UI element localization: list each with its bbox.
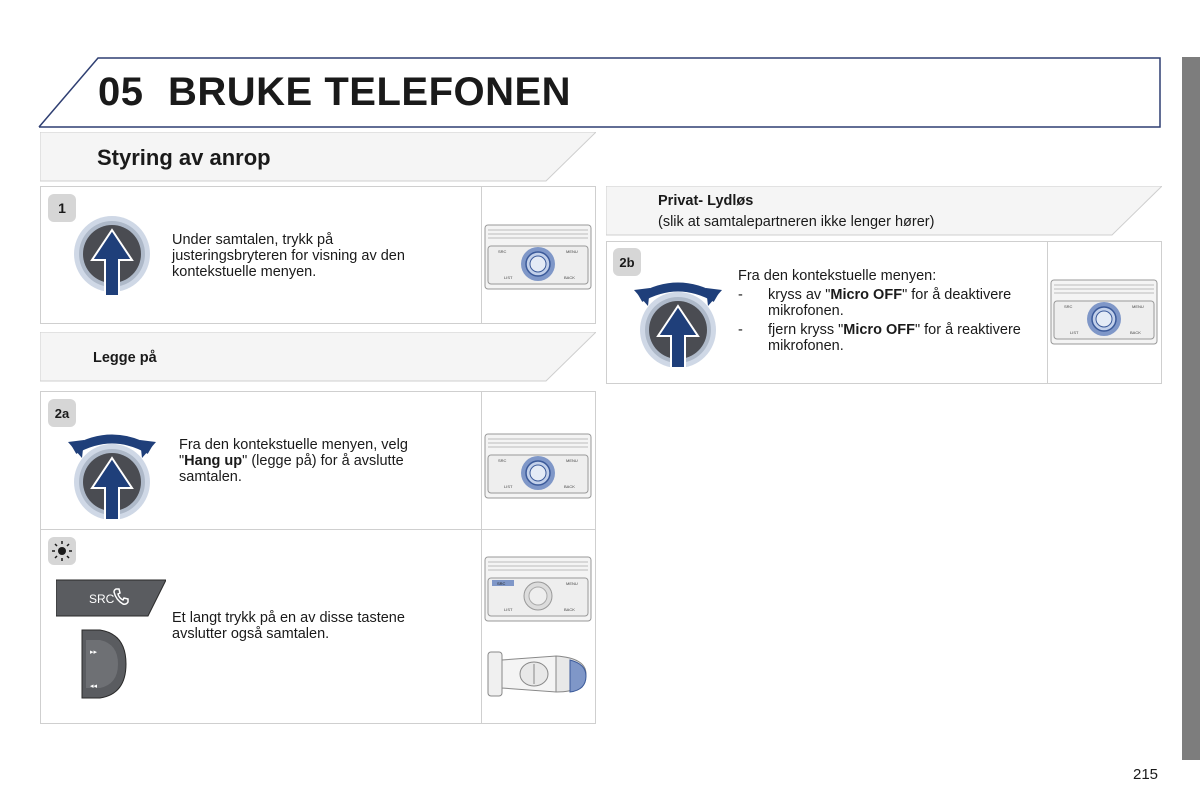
svg-text:◂◂: ◂◂: [90, 683, 98, 690]
radio-list-label: LIST: [504, 484, 513, 489]
chapter-title: BRUKE TELEFONEN: [168, 70, 572, 114]
radio-list-label: LIST: [1070, 330, 1079, 335]
svg-text:2a: 2a: [54, 406, 70, 421]
chapter-side-tab: [1182, 57, 1200, 760]
svg-text:1: 1: [58, 200, 66, 216]
radio-panel-illustration: [484, 433, 592, 499]
radio-menu-label: MENU: [566, 249, 578, 254]
radio-panel-illustration: [1050, 279, 1158, 345]
list-item: - fjern kryss "Micro OFF" for å reaktivere mikrofonen.: [738, 322, 1021, 354]
step-2b-options: [738, 287, 1038, 354]
list-item: - kryss av "Micro OFF" for å deaktivere mikrofonen.: [738, 287, 1012, 319]
step-2b-text: [738, 268, 1038, 354]
radio-panel-src-highlight-illustration: [484, 556, 592, 622]
chapter-number: 05: [98, 70, 144, 114]
step-2a-badge: [47, 398, 77, 428]
long-press-text: Et langt trykk på en av disse tastene avslutter også samtalen.: [172, 610, 405, 642]
radio-menu-label: MENU: [566, 458, 578, 463]
radio-menu-label: MENU: [566, 581, 578, 586]
phone-handset-icon: [113, 588, 129, 606]
radio-src-label: SRC: [498, 458, 507, 463]
rotary-knob-turn-press-icon: [634, 274, 722, 370]
radio-src-label: SRC: [1064, 304, 1073, 309]
svg-text:2b: 2b: [619, 255, 635, 270]
radio-back-label: BACK: [564, 275, 575, 280]
light-tip-badge: [47, 536, 77, 566]
private-note: (slik at samtalepartneren ikke lenger hører): [658, 214, 935, 230]
radio-panel-illustration: [484, 224, 592, 290]
radio-list-label: LIST: [504, 607, 513, 612]
steering-control-illustration: [80, 628, 128, 700]
private-heading: Privat- Lydløs: [658, 193, 754, 209]
hangup-heading: Legge på: [93, 350, 157, 366]
radio-menu-label: MENU: [1132, 304, 1144, 309]
rotary-knob-press-icon: [72, 212, 152, 298]
step-1-text: Under samtalen, trykk på justeringsbryteren for visning av den kontekstuelle menyen.: [172, 232, 405, 280]
rotary-knob-turn-press-icon: [68, 426, 156, 522]
section-title: Styring av anrop: [97, 145, 271, 170]
radio-back-label: BACK: [564, 484, 575, 489]
radio-back-label: BACK: [1130, 330, 1141, 335]
radio-list-label: LIST: [504, 275, 513, 280]
step-2a-text: Fra den kontekstuelle menyen, velg "Hang up" (legge på) for å avslutte samtalen.: [179, 437, 408, 485]
steering-stalk-illustration: [486, 646, 590, 702]
src-button-label: SRC: [89, 592, 115, 606]
step-2b-intro: Fra den kontekstuelle menyen:: [738, 268, 937, 284]
step-2b-badge: [612, 247, 642, 277]
page-number: 215: [1133, 766, 1159, 783]
radio-src-label: SRC: [498, 249, 507, 254]
src-button-illustration: [56, 578, 166, 618]
radio-back-label: BACK: [564, 607, 575, 612]
radio-src-label: SRC: [497, 581, 506, 586]
svg-text:▸▸: ▸▸: [90, 649, 98, 656]
